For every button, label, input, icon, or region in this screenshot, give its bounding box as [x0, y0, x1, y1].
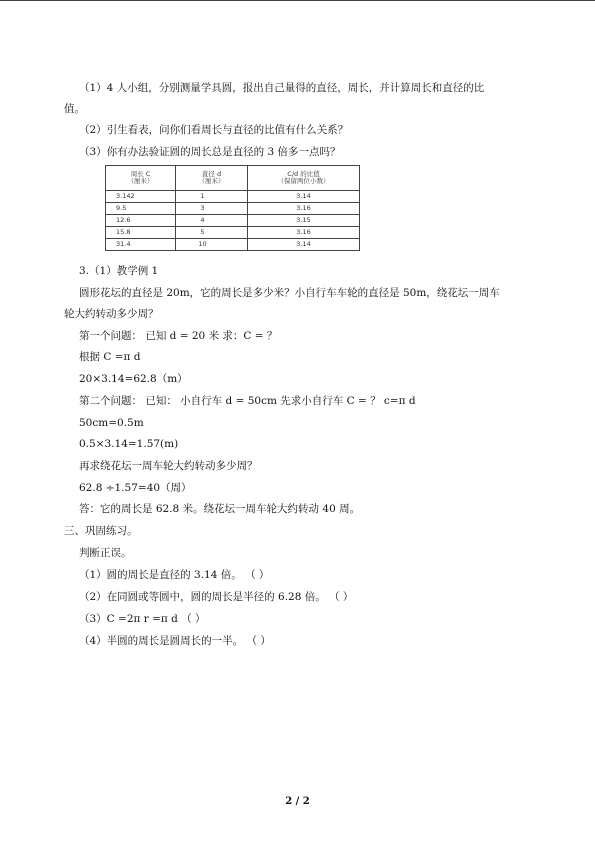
- para-activity-3: （3）你有办法验证圆的周长总是直径的 3 倍多一点吗？: [79, 146, 341, 158]
- practice-item-3: （3）C =2π r =π d （ ）: [79, 613, 206, 625]
- calc-turns: 62.8 ÷1.57=40（周）: [79, 482, 192, 494]
- ratio-table: [105, 165, 360, 251]
- table-cell: 3.14: [248, 191, 360, 203]
- header-circumference: 周长 C （厘米）: [106, 166, 176, 191]
- para-activity-1-cont: 值。: [64, 103, 85, 115]
- table-row: [106, 215, 360, 227]
- practice-item-4: （4）半圆的周长是圆周长的一半。 （ ）: [79, 635, 271, 647]
- table-cell: 31.4: [106, 239, 176, 251]
- header-ratio: C/d 的比值 （保留两位小数）: [248, 166, 360, 191]
- section-practice-title: 三、巩固练习。: [64, 525, 138, 537]
- unit-conversion: 50cm=0.5m: [79, 417, 144, 429]
- practice-instruction: 判断正误。: [79, 547, 132, 559]
- table-row: [106, 227, 360, 239]
- formula-basis: 根据 C =π d: [79, 351, 141, 363]
- calc-wheel: 0.5×3.14=1.57(m): [79, 438, 179, 450]
- table-cell: 3.16: [248, 227, 360, 239]
- table-cell: 4: [176, 215, 248, 227]
- table-row: [106, 203, 360, 215]
- table-cell: 5: [176, 227, 248, 239]
- table-cell: 3.16: [248, 203, 360, 215]
- practice-item-1: （1）圆的周长是直径的 3.14 倍。 （ ）: [79, 569, 270, 581]
- page-top-rule: [0, 0, 595, 1]
- table-cell: 1: [176, 191, 248, 203]
- table-cell: 12.6: [106, 215, 176, 227]
- para-activity-1: （1）4 人小组，分别测量学具圆，报出自己量得的直径，周长，并计算周长和直径的比: [79, 82, 485, 94]
- para-activity-2: （2）引生看表，问你们看周长与直径的比值有什么关系？: [79, 124, 349, 136]
- section-example-title: 3.（1）教学例 1: [79, 265, 159, 277]
- example-problem: 圆形花坛的直径是 20m，它的周长是多少米？小自行车车轮的直径是 50m，绕花坛一周车: [79, 287, 500, 299]
- table-row: [106, 239, 360, 251]
- table-cell: 3.14: [248, 239, 360, 251]
- table-cell: 9.5: [106, 203, 176, 215]
- table-cell: 10: [176, 239, 248, 251]
- header-diameter: 直径 d （厘米）: [176, 166, 248, 191]
- table-cell: 15.8: [106, 227, 176, 239]
- question-2-given: 第二个问题： 已知： 小自行车 d = 50cm 先求小自行车 C = ？ c=π d: [79, 395, 416, 407]
- table-header-row: [106, 166, 360, 191]
- question-1-given: 第一个问题： 已知 d = 20 米 求：C = ？: [79, 330, 278, 342]
- question-turns: 再求绕花坛一周车轮大约转动多少周？: [79, 460, 258, 472]
- table-cell: 3.142: [106, 191, 176, 203]
- calc-circumference: 20×3.14=62.8（m）: [79, 373, 188, 385]
- page-number: 2 / 2: [285, 796, 310, 807]
- table-cell: 3.15: [248, 215, 360, 227]
- practice-item-2: （2）在同圆或等圆中，圆的周长是半径的 6.28 倍。 （ ）: [79, 591, 354, 603]
- answer: 答：它的周长是 62.8 米。绕花坛一周车轮大约转动 40 周。: [79, 503, 361, 515]
- table-cell: 3: [176, 203, 248, 215]
- table-row: [106, 191, 360, 203]
- example-problem-cont: 轮大约转动多少周？: [64, 308, 159, 320]
